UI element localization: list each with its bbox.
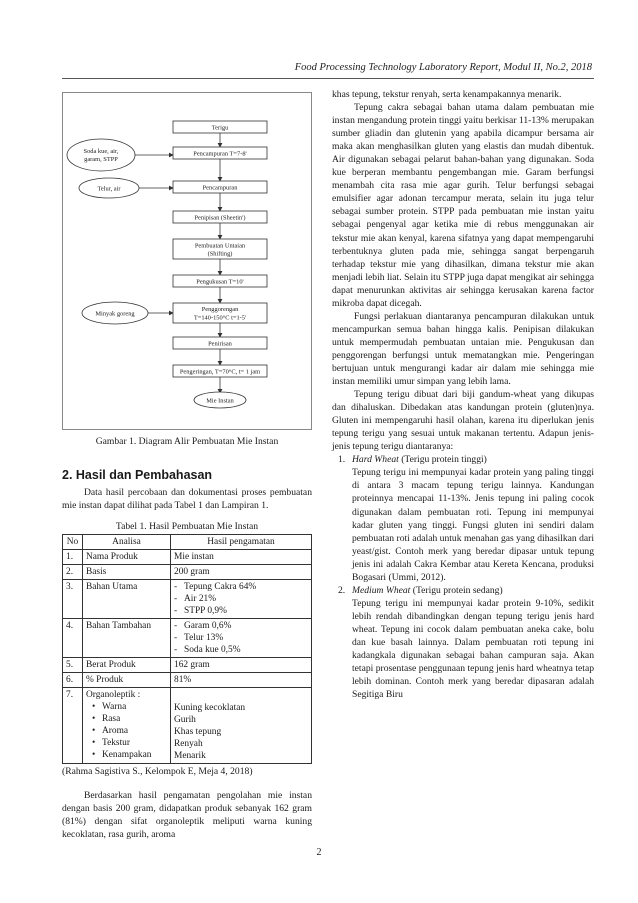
section-title: 2. Hasil dan Pembahasan bbox=[62, 468, 213, 482]
header-hasil: Hasil pengamatan bbox=[171, 535, 312, 550]
list-label: Medium Wheat bbox=[352, 584, 411, 596]
cell-no: 6. bbox=[63, 673, 83, 688]
list-item: • Aroma bbox=[92, 725, 167, 737]
cell-hasil: 162 gram bbox=[171, 658, 312, 673]
list-item: - Telur 13% bbox=[174, 632, 308, 644]
flow-label-pencampuran-2: Pencampuran bbox=[202, 184, 238, 192]
cell-analisa: Basis bbox=[83, 565, 171, 580]
cell-hasil bbox=[171, 580, 312, 619]
flow-label-terigu: Terigu bbox=[211, 124, 229, 132]
flow-label-soda-1: Soda kue, air, bbox=[83, 148, 119, 155]
table-row bbox=[63, 658, 312, 673]
list-item: - Garam 0,6% bbox=[174, 620, 308, 632]
organo-value: Gurih bbox=[174, 715, 196, 725]
flow-label-pengeringan: Pengeringan, T=70°C, t= 1 jam bbox=[179, 368, 261, 376]
running-header: Food Processing Technology Laboratory Report, Modul II, No.2, 2018 bbox=[294, 62, 592, 73]
flow-input-soda bbox=[67, 139, 135, 171]
cell-hasil: 200 gram bbox=[171, 565, 312, 580]
table-row bbox=[63, 550, 312, 565]
right-paragraph-1: khas tepung, tekstur renyah, serta kenampakannya menarik. bbox=[332, 89, 562, 100]
list-item: • Tekstur bbox=[92, 737, 167, 749]
flow-diagram-svg bbox=[63, 93, 313, 431]
page-number: 2 bbox=[316, 847, 322, 858]
list-item: - Tepung Cakra 64% bbox=[174, 581, 308, 593]
right-paragraph-3: Fungsi perlakuan diantaranya pencampuran dilakukan untuk mencampurkan semua bahan hingga kalis. Penipisan dilakukan untuk mempermudah pembuatan untaian mie. Pengukusan dan penggorengan berfungsi untuk mematangkan mie. Pengeringan bertujuan untuk mengurangi kadar air dalam mie sehingga mie instan memiliki umur simpan yang lebih lama. bbox=[332, 310, 594, 388]
cell-analisa: % Produk bbox=[83, 673, 171, 688]
organo-value: Renyah bbox=[174, 739, 203, 749]
list-number: 1. bbox=[338, 454, 346, 466]
flow-label-shifting: (Shifting) bbox=[207, 250, 233, 258]
list-item bbox=[332, 453, 594, 466]
cell-analisa: Nama Produk bbox=[83, 550, 171, 565]
organo-value: Menarik bbox=[174, 751, 206, 761]
list-body: Tepung terigu ini mempunyai kadar protein 9-10%, sedikit lebih rendah dibandingkan dengan tepung terigu jenis hard wheat. Tepung ini cocok dalam pembuatan aneka cake, bolu dan kue basah lainnya. Dalam pembuatan roti tepung ini kadangkala digunakan sebagai bahan campuran saja. Akan tetapi prosentase penggunaan tepung jenis hard wheatnya tetap lebih dominan. Contoh merk yang beredar dipasaran adalah Segitiga Biru bbox=[352, 597, 594, 701]
organo-value: Kuning kecoklatan bbox=[174, 703, 246, 713]
flow-label-pengukusan: Pengukusan T=10' bbox=[196, 278, 244, 286]
list-item: - Soda kue 0,5% bbox=[174, 644, 308, 656]
table-row bbox=[63, 619, 312, 658]
header-no: No bbox=[63, 535, 83, 550]
flow-label-penggorengan: Penggorengan bbox=[201, 306, 239, 313]
list-label-suffix: (Terigu protein tinggi) bbox=[398, 454, 487, 466]
table-header-row bbox=[63, 535, 312, 550]
left-paragraph: Berdasarkan hasil pengamatan pengolahan mie instan dengan basis 200 gram, didapatkan produk sebanyak 162 gram (81%) dengan sifat organoleptik meliputi warna kuning kecoklatan, rasa gurih, aroma bbox=[62, 790, 312, 840]
cell-hasil bbox=[171, 688, 312, 764]
cell-hasil: 81% bbox=[171, 673, 312, 688]
left-column bbox=[62, 92, 312, 841]
flow-label-suhu-goreng: T=140-150°C t=1-5' bbox=[193, 314, 247, 322]
flow-label-mie-instan: Mie Instan bbox=[206, 397, 234, 405]
cell-analisa: Berat Produk bbox=[83, 658, 171, 673]
right-paragraph-4: Tepung terigu dibuat dari biji gandum-wheat yang dikupas dan dihaluskan. Dibedakan atas kandungan protein (gluten)nya. Gluten ini mempengaruhi hasil olahan, karena itu diperlukan jenis tepung terigu yang sesuai untuk makanan tertentu. Adapun jenis-jenis tepung terigu diantaranya: bbox=[332, 389, 594, 453]
table-row bbox=[63, 580, 312, 619]
flow-label-telur: Telur, air bbox=[97, 185, 121, 193]
cell-no: 7. bbox=[63, 688, 83, 764]
results-table bbox=[62, 534, 312, 764]
organo-value: Khas tepung bbox=[174, 727, 222, 737]
table-row bbox=[63, 688, 312, 764]
cell-analisa: Bahan Utama bbox=[83, 580, 171, 619]
header-analisa: Analisa bbox=[83, 535, 171, 550]
flow-label-soda-2: garam, STPP bbox=[84, 156, 118, 163]
list-item: - Air 21% bbox=[174, 593, 308, 605]
flow-label-penipisan: Penipisan (Sheetin') bbox=[194, 214, 246, 222]
list-item bbox=[332, 584, 594, 597]
list-number: 2. bbox=[338, 584, 346, 596]
cell-hasil bbox=[171, 619, 312, 658]
cell-no: 5. bbox=[63, 658, 83, 673]
table-caption: Tabel 1. Hasil Pembuatan Mie Instan bbox=[115, 521, 259, 532]
cell-analisa bbox=[83, 688, 171, 764]
list-label: Hard Wheat bbox=[352, 454, 399, 466]
list-item: - STPP 0,9% bbox=[174, 605, 308, 617]
cell-no: 3. bbox=[63, 580, 83, 619]
organoleptik-label: Organoleptik : bbox=[86, 690, 141, 700]
right-paragraph-2: Tepung cakra sebagai bahan utama dalam pembuatan mie instan mengandung protein tinggi yaitu berkisar 11-13% merupakan sumber gliadin dan glutenin yang apabila dicampur bersama air maka akan menghasilkan gluten yang elastis dan mudah dibentuk. Air digunakan sebagai pelarut bahan-bahan yang digunakan. Soda kue berperan membantu pengembangan mie. Garam berfungsi menambah cita rasa mie agar gurih. Telur berfungsi sebagai emulsifier agar adonan tercampur merata, selain itu juga telur sebagai sumber protein. STPP pada pembuatan mie instan yaitu sebagai pengenyal agar ketika mie di rebus menggunakan air tekstur mie akan kenyal, karena sifatnya yang dapat mempengaruhi terbentuknya gluten pada mie, sehingga sangat berpengaruh terhadap tekstur mie yang dihasilkan, dimana tekstur mie akan menjadi lebih liat. Selain itu STPP juga dapat mengikat air sehingga dapat menurunkan aktivitas air sehingga kerusakan karena factor mikroba dapat dicegah. bbox=[332, 102, 594, 309]
flow-label-minyak: Minyak goreng bbox=[95, 310, 135, 318]
list-item: • Kenampakan bbox=[92, 749, 167, 761]
list-body: Tepung terigu ini mempunyai kadar protein yang paling tinggi di antara 3 macam tepung terigu lainnya. Kandungan proteinnya mencapai 11-13%. Jenis tepung ini paling cocok digunakan dalam pembuatan roti. Tepung ini mempunyai kadar gluten yang tinggi. Fungsi gluten ini sendiri dalam pembuatan roti adalah untuk menahan gas yang dihasilkan dari yeast/gist. Contoh merk yang beredar dipasar untuk tepung jenis ini adalah Cakra Kembar atau Kereta Kencana, produksi Bogasari (Ummi, 2012). bbox=[352, 467, 594, 583]
table-source: (Rahma Sagistiva S., Kelompok E, Meja 4, 2018) bbox=[62, 766, 253, 777]
flow-diagram bbox=[62, 92, 312, 430]
cell-no: 2. bbox=[63, 565, 83, 580]
table-row bbox=[63, 673, 312, 688]
cell-no: 4. bbox=[63, 619, 83, 658]
flow-label-penirisan: Penirisan bbox=[208, 340, 232, 348]
list-item: • Warna bbox=[92, 701, 167, 713]
header-rule bbox=[62, 78, 594, 79]
list-item: • Rasa bbox=[92, 713, 167, 725]
section-intro: Data hasil percobaan dan dokumentasi proses pembuatan mie instan dapat dilihat pada Tabel 1 dan Lampiran 1. bbox=[62, 487, 312, 511]
cell-no: 1. bbox=[63, 550, 83, 565]
cell-analisa: Bahan Tambahan bbox=[83, 619, 171, 658]
flow-label-pencampuran-1: Pencampuran T=7-8' bbox=[193, 150, 247, 158]
list-label-suffix: (Terigu protein sedang) bbox=[410, 584, 503, 596]
figure-caption: Gambar 1. Diagram Alir Pembuatan Mie Instan bbox=[95, 436, 279, 447]
table-row bbox=[63, 565, 312, 580]
cell-hasil: Mie instan bbox=[171, 550, 312, 565]
right-column bbox=[332, 88, 594, 701]
flow-label-untaian: Pembuatan Untaian bbox=[194, 242, 246, 250]
